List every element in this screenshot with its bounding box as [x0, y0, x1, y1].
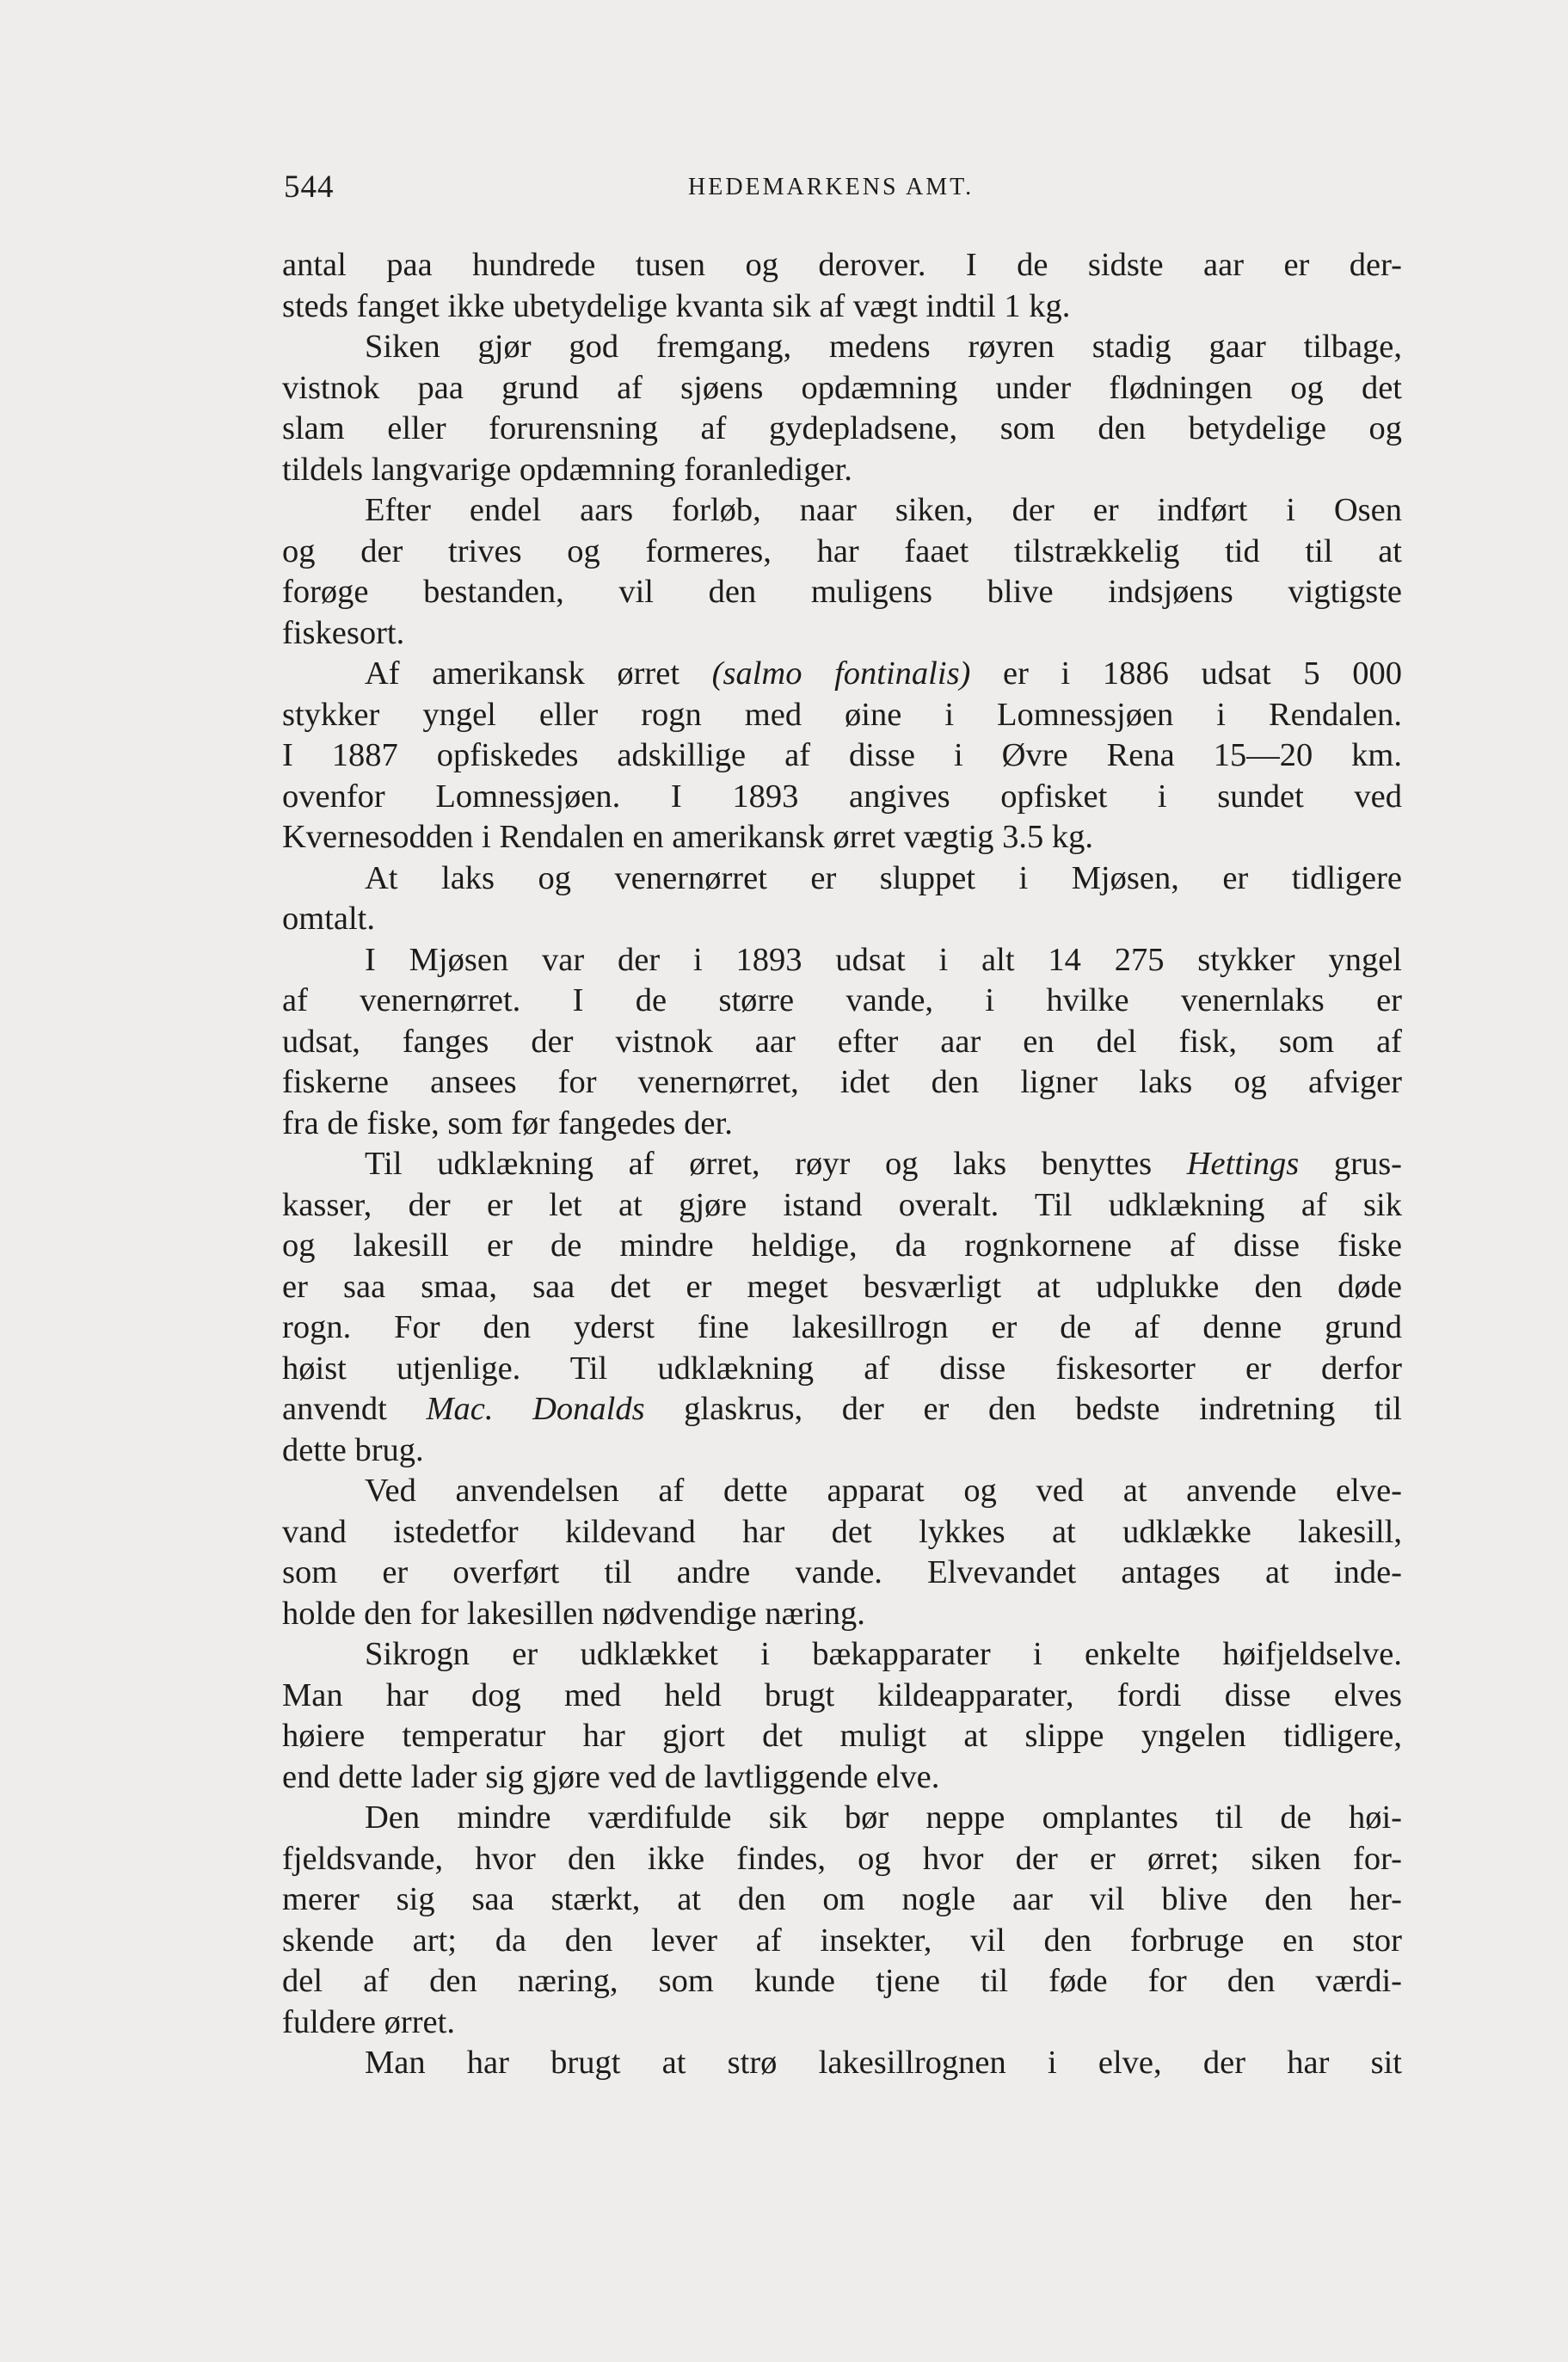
text-line: Efter endel aars forløb, naar siken, der er indført i Osen — [365, 492, 1402, 528]
text-line: af venernørret. I de større vande, i hvilke venernlaks er — [282, 982, 1402, 1018]
text-line: del af den næring, som kunde tjene til føde for den værdi- — [282, 1963, 1402, 1999]
text-line: udsat, fanges der vistnok aar efter aar en del fisk, som af — [282, 1023, 1402, 1060]
text-line: høist utjenlige. Til udklækning af disse fiskesorter er derfor — [282, 1350, 1402, 1387]
text-line: fiskesort. — [282, 614, 405, 651]
text-line: og lakesill er de mindre heldige, da rognkornene af disse fiske — [282, 1227, 1402, 1264]
text-line: I Mjøsen var der i 1893 udsat i alt 14 275 stykker yngel — [365, 941, 1402, 978]
text-line: steds fanget ikke ubetydelige kvanta sik af vægt indtil 1 kg. — [282, 287, 1071, 324]
text-line: I 1887 opfiskedes adskillige af disse i Øvre Rena 15—20 km. — [282, 737, 1402, 773]
text-line: Siken gjør god fremgang, medens røyren stadig gaar tilbage, — [365, 329, 1402, 365]
text-line — [282, 1144, 1402, 1185]
text-line: stykker yngel eller rogn med øine i Lomnessjøen i Rendalen. — [282, 696, 1402, 733]
text-line: skende art; da den lever af insekter, vil den forbruge en stor — [282, 1922, 1402, 1959]
text-line: Man har dog med held brugt kildeapparater, fordi disse elves — [282, 1676, 1402, 1713]
text-run: grus- — [1299, 1146, 1402, 1182]
text-line: tildels langvarige opdæmning foranlediger. — [282, 451, 852, 488]
text-line: merer sig saa stærkt, at den om nogle aar vil blive den her- — [282, 1881, 1402, 1917]
text-run: glaskrus, der er den bedste indretning til — [644, 1391, 1402, 1427]
text-line — [282, 1389, 1402, 1430]
text-line: Sikrogn er udklækket i bækapparater i enkelte høifjeldselve. — [365, 1636, 1402, 1672]
page-number: 544 — [284, 169, 335, 205]
page-header — [284, 169, 1402, 210]
text-line: er saa smaa, saa det er meget besværligt at udplukke den døde — [282, 1268, 1402, 1305]
text-line: vistnok paa grund af sjøens opdæmning under flødningen og det — [282, 369, 1402, 406]
text-line: end dette lader sig gjøre ved de lavtliggende elve. — [282, 1758, 940, 1795]
text-line: fuldere ørret. — [282, 2003, 455, 2040]
text-line: Kvernesodden i Rendalen en amerikansk ørret vægtig 3.5 kg. — [282, 819, 1094, 855]
text-line: omtalt. — [282, 901, 375, 937]
text-line: fiskerne ansees for venernørret, idet den ligner laks og afviger — [282, 1064, 1402, 1100]
text-line: slam eller forurensning af gydepladsene, som den betydelige og — [282, 410, 1402, 446]
text-line: At laks og venernørret er sluppet i Mjøsen, er tidligere — [365, 859, 1402, 896]
text-run: Af amerikansk ørret — [365, 655, 712, 692]
running-title: HEDEMARKENS AMT. — [688, 174, 975, 200]
text-line: høiere temperatur har gjort det muligt at slippe yngelen tidligere, — [282, 1718, 1402, 1754]
text-line — [282, 654, 1402, 695]
text-line: fjeldsvande, hvor den ikke findes, og hvor der er ørret; siken for- — [282, 1840, 1402, 1877]
text-line: kasser, der er let at gjøre istand overalt. Til udklækning af sik — [282, 1186, 1402, 1223]
text-line: rogn. For den yderst fine lakesillrogn er de af denne grund — [282, 1309, 1402, 1345]
text-line: Man har brugt at strø lakesillrognen i elve, der har sit — [365, 2045, 1402, 2081]
text-run: anvendt — [282, 1391, 427, 1427]
text-run: er i 1886 udsat 5 000 — [970, 655, 1402, 692]
text-line: som er overført til andre vande. Elvevandet antages at inde- — [282, 1554, 1402, 1590]
text-line: dette brug. — [282, 1431, 424, 1468]
text-line: og der trives og formeres, har faaet tilstrækkelig tid til at — [282, 532, 1402, 569]
text-line: ovenfor Lomnessjøen. I 1893 angives opfisket i sundet ved — [282, 778, 1402, 815]
text-line: vand istedetfor kildevand har det lykkes at udklække lakesill, — [282, 1513, 1402, 1550]
text-line: fra de fiske, som før fangedes der. — [282, 1104, 733, 1141]
text-line: Ved anvendelsen af dette apparat og ved at anvende elve- — [365, 1473, 1402, 1509]
text-line: holde den for lakesillen nødvendige næring. — [282, 1595, 865, 1632]
text-line: Den mindre værdifulde sik bør neppe omplantes til de høi- — [365, 1799, 1402, 1836]
text-line: forøge bestanden, vil den muligens blive indsjøens vigtigste — [282, 574, 1402, 610]
body-text — [282, 245, 1402, 2103]
italic-term: Hettings — [1186, 1146, 1300, 1182]
italic-term: Mac. Donalds — [426, 1391, 645, 1427]
italic-term: (salmo fontinalis) — [711, 655, 971, 692]
text-line: antal paa hundrede tusen og derover. I de sidste aar er der- — [282, 247, 1402, 283]
text-run: Til udklækning af ørret, røyr og laks benyttes — [365, 1146, 1187, 1182]
